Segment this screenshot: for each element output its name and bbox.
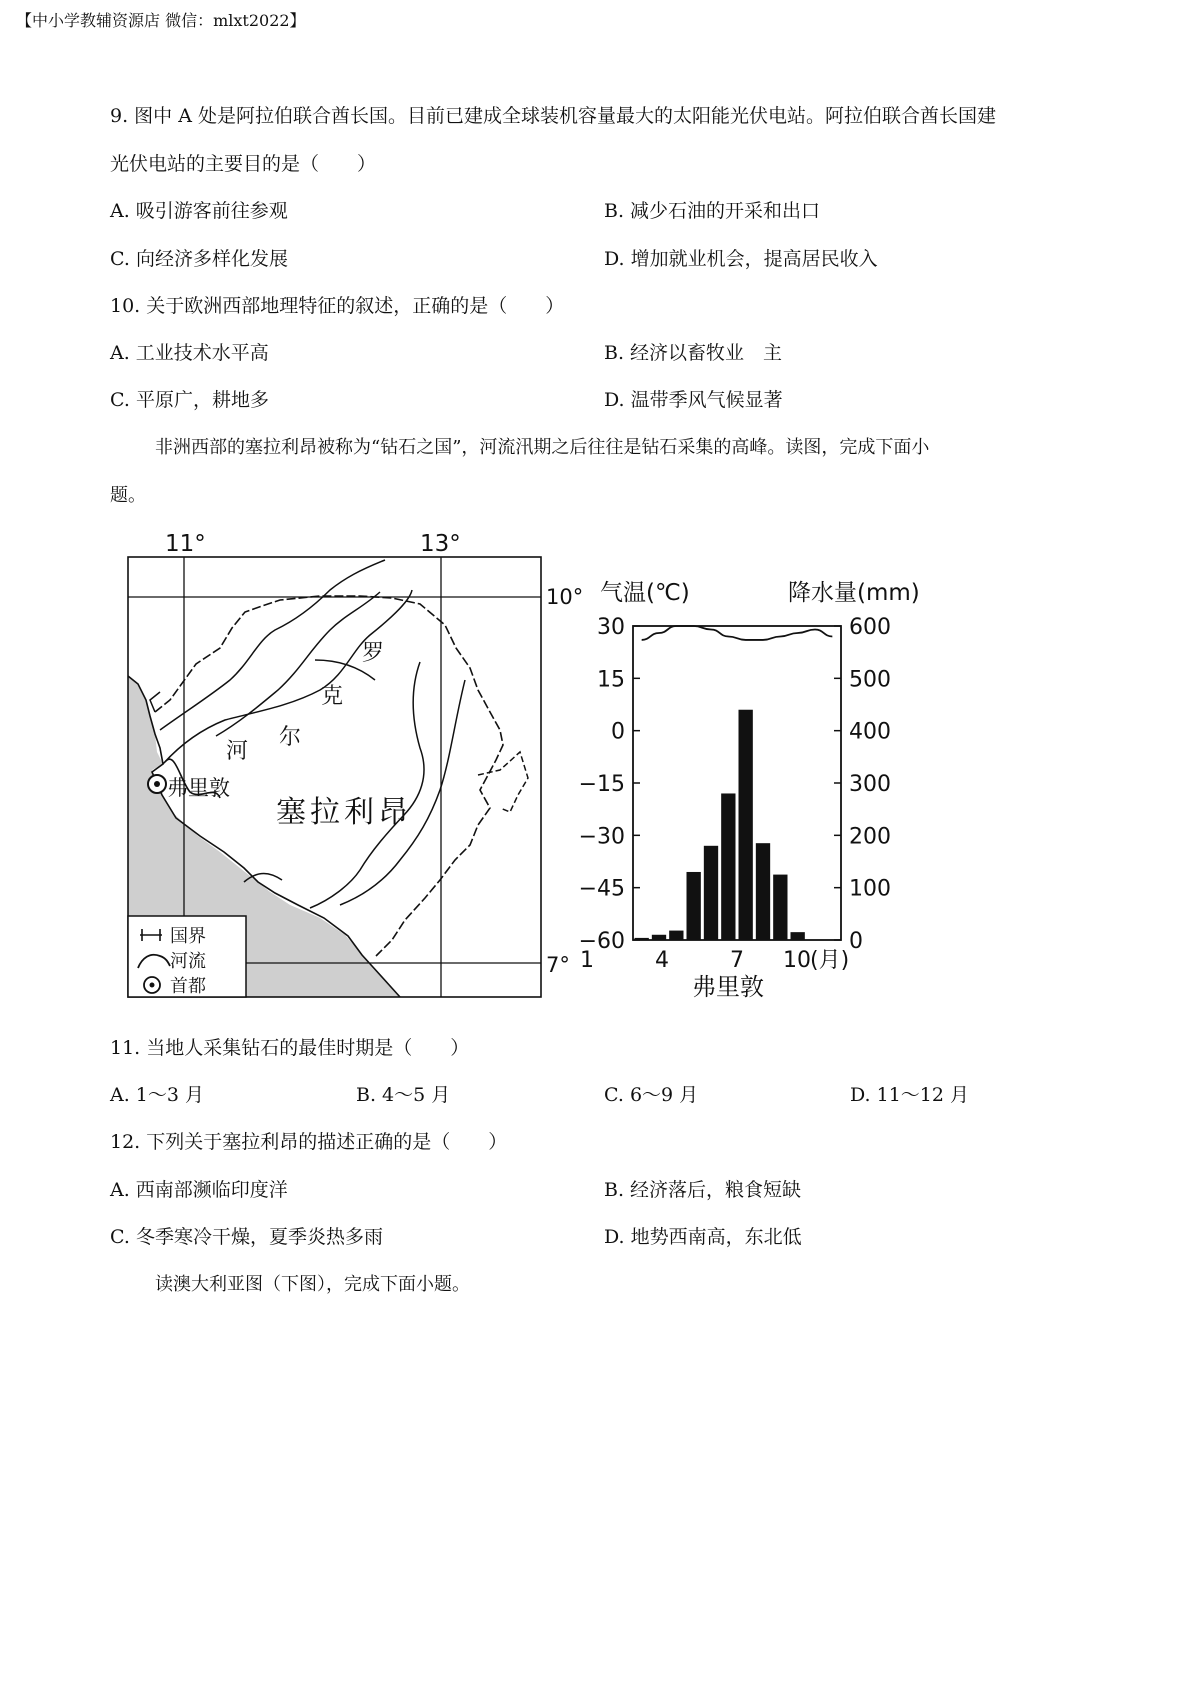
precip-bar-month-10 [791, 932, 805, 940]
chart-temp-tick-label: 15 [597, 667, 625, 693]
map-lat-bottom: 7° [546, 953, 570, 977]
chart-x-unit: (月) [810, 948, 850, 973]
precip-bar-month-1 [635, 938, 649, 940]
temperature-curve [642, 626, 833, 640]
climate-chart [579, 580, 920, 1001]
precip-bar-month-6 [721, 793, 735, 940]
q11-option-a[interactable]: A. 1～3 月 [110, 1084, 205, 1106]
chart-x-tick-7: 7 [730, 948, 744, 973]
chart-x-tick-4: 4 [655, 948, 669, 973]
chart-precip-tick-label: 600 [849, 615, 891, 640]
chart-temp-tick-label: −30 [578, 824, 625, 850]
q11-option-c[interactable]: C. 6～9 月 [604, 1084, 699, 1106]
river-char-2: 克 [321, 684, 344, 709]
river-char-4: 河 [226, 739, 249, 764]
precip-bar-month-3 [669, 931, 683, 940]
precip-bar-month-5 [704, 846, 718, 940]
chart-x-tick-10: 10 [783, 948, 811, 973]
chart-temp-tick-label: −15 [578, 772, 625, 797]
map-lon-left: 11° [165, 531, 206, 557]
closing-instruction: 读澳大利亚图（下图），完成下面小题。 [155, 1274, 470, 1295]
chart-precip-tick-label: 300 [849, 772, 891, 797]
q10-option-d[interactable]: D. 温带季风气候显著 [604, 389, 783, 411]
chart-x-tick-1: 1 [580, 948, 594, 973]
q11-option-b[interactable]: B. 4～5 月 [356, 1084, 451, 1106]
q11-option-d[interactable]: D. 11～12 月 [850, 1084, 970, 1106]
q10-stem: 10. 关于欧洲西部地理特征的叙述，正确的是（ ） [110, 295, 565, 317]
precip-bar-month-8 [756, 843, 770, 940]
map-lon-right: 13° [420, 531, 461, 557]
chart-precip-tick-label: 200 [849, 824, 891, 850]
chart-temp-tick-label: 0 [611, 719, 625, 745]
q9-option-c[interactable]: C. 向经济多样化发展 [110, 248, 288, 270]
q9-option-d[interactable]: D. 增加就业机会，提高居民收入 [604, 248, 878, 270]
q12-option-b[interactable]: B. 经济落后，粮食短缺 [604, 1179, 802, 1201]
q9-option-b[interactable]: B. 减少石油的开采和出口 [604, 200, 821, 222]
chart-title: 弗里敦 [692, 973, 764, 1001]
chart-temp-tick-label: −45 [578, 876, 625, 902]
river-char-3: 尔 [279, 725, 302, 750]
chart-temp-tick-label: 30 [597, 615, 625, 640]
legend-capital-label: 首都 [170, 976, 206, 997]
q9-stem-line2: 光伏电站的主要目的是（ ） [110, 153, 377, 175]
q9-option-a[interactable]: A. 吸引游客前往参观 [110, 200, 288, 222]
page-header: 【中小学教辅资源店 微信：mlxt2022】 [16, 11, 306, 30]
chart-precip-tick-label: 500 [849, 667, 891, 693]
precip-bar-month-9 [773, 875, 787, 940]
legend-river-label: 河流 [170, 951, 206, 972]
q11-stem: 11. 当地人采集钻石的最佳时期是（ ） [110, 1037, 470, 1059]
q12-option-c[interactable]: C. 冬季寒冷干燥，夏季炎热多雨 [110, 1226, 383, 1248]
intro-line2: 题。 [110, 485, 146, 506]
chart-left-axis-title: 气温(℃) [600, 580, 690, 606]
precip-bar-month-2 [652, 935, 666, 940]
precip-bar-month-4 [687, 872, 701, 940]
country-label: 塞拉利昂 [276, 795, 412, 830]
chart-plot-frame [633, 626, 841, 940]
chart-precip-tick-label: 0 [849, 929, 863, 954]
capital-label: 弗里敦 [167, 776, 230, 800]
chart-right-axis-title: 降水量(mm) [788, 580, 920, 606]
map-lat-top: 10° [546, 585, 584, 609]
legend-border-label: 国界 [170, 926, 206, 947]
chart-precip-tick-label: 100 [849, 876, 891, 902]
q10-option-c[interactable]: C. 平原广，耕地多 [110, 389, 269, 411]
q12-stem: 12. 下列关于塞拉利昂的描述正确的是（ ） [110, 1131, 508, 1153]
q10-option-a[interactable]: A. 工业技术水平高 [110, 342, 269, 364]
q10-option-b[interactable]: B. 经济以畜牧业 主 [604, 342, 783, 364]
river-char-1: 罗 [362, 641, 385, 666]
chart-precip-tick-label: 400 [849, 719, 891, 745]
chart-temp-tick-label: −60 [578, 929, 625, 954]
q9-stem-line1: 9. 图中 A 处是阿拉伯联合酋长国。目前已建成全球装机容量最大的太阳能光伏电站。阿拉伯联合酋长国建 [110, 105, 996, 127]
intro-line1: 非洲西部的塞拉利昂被称为“钻石之国”，河流汛期之后往往是钻石采集的高峰。读图，完成下面小 [155, 437, 930, 458]
sierra-leone-map [128, 531, 583, 997]
q12-option-d[interactable]: D. 地势西南高，东北低 [604, 1226, 802, 1248]
precip-bar-month-7 [739, 710, 753, 940]
q12-option-a[interactable]: A. 西南部濒临印度洋 [110, 1179, 288, 1201]
